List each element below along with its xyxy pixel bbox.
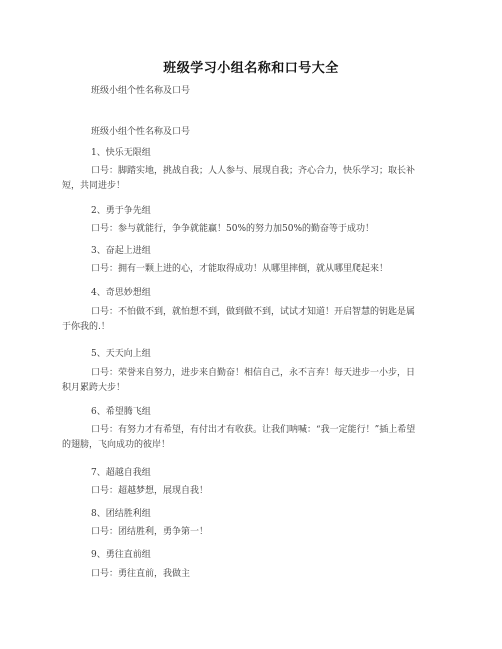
item-name-6: 6、希望腾飞组 [91, 407, 151, 417]
item-name-9: 9、勇往直前组 [91, 550, 151, 560]
item-name-8: 8、团结胜利组 [91, 509, 151, 519]
item-slogan-6: 口号：有努力才有希望，有付出才有收获。让我们呐喊：“我一定能行！”插上希望的翅膀，飞向成功的彼岸！ [62, 425, 416, 450]
document-subtitle: 班级小组个性名称及口号 [91, 86, 191, 96]
item-slogan-3: 口号：拥有一颗上进的心，才能取得成功！从哪里摔倒，就从哪里爬起来！ [91, 264, 389, 274]
item-name-4: 4、奇思妙想组 [91, 288, 151, 298]
document-title: 班级学习小组名称和口号大全 [163, 61, 339, 76]
item-name-3: 3、奋起上进组 [91, 246, 151, 256]
item-slogan-9: 口号：勇往直前，我做主 [91, 569, 191, 579]
item-slogan-7: 口号：超越梦想，展现自我！ [91, 486, 209, 496]
item-name-5: 5、天天向上组 [91, 349, 151, 359]
item-name-2: 2、勇于争先组 [91, 206, 151, 216]
item-name-7: 7、超越自我组 [91, 468, 151, 478]
section-heading: 班级小组个性名称及口号 [91, 127, 191, 137]
item-slogan-8: 口号：团结胜利，勇争第一！ [91, 527, 209, 537]
item-slogan-1: 口号：脚踏实地，挑战自我；人人参与、展现自我；齐心合力，快乐学习；取长补短，共同进步！ [62, 166, 416, 191]
item-slogan-5: 口号：荣誉来自努力，进步来自勤奋！相信自己，永不言弃！每天进步一小步，日积月累跨大步！ [62, 368, 416, 393]
item-slogan-2: 口号：参与就能行，争争就能赢！50%的努力加50%的勤奋等于成功！ [91, 224, 375, 234]
item-name-1: 1、快乐无限组 [91, 148, 151, 158]
item-slogan-4: 口号：不怕做不到，就怕想不到，做到做不到，试试才知道！开启智慧的钥匙是属于你我的.！ [62, 307, 416, 332]
